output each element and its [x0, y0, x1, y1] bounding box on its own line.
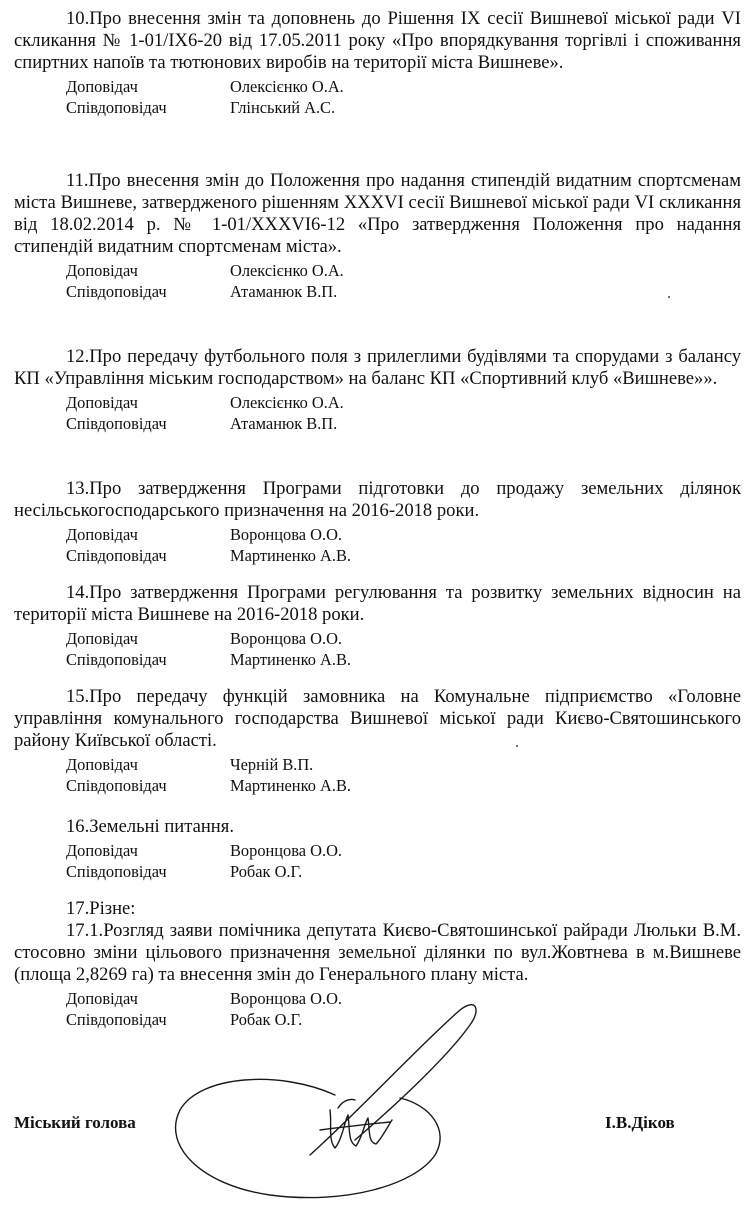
agenda-item-text: 14.Про затвердження Програми регулювання та розвитку земельних відносин на території міста Вишневе на 2016-2018 роки.	[14, 582, 741, 625]
agenda-item-roles	[14, 524, 741, 566]
agenda-item-16	[14, 816, 741, 882]
cospeaker-row	[14, 861, 741, 882]
cospeaker-label: Співдоповідач	[66, 1010, 167, 1029]
speaker-name: Олексієнко О.А.	[230, 261, 344, 280]
cospeaker-row	[14, 97, 741, 118]
agenda-item-roles	[14, 840, 741, 882]
speaker-name: Воронцова О.О.	[230, 525, 343, 544]
speaker-label: Доповідач	[66, 841, 138, 860]
agenda-item-12	[14, 346, 741, 434]
agenda-item-10	[14, 8, 741, 118]
speaker-row	[14, 260, 741, 281]
speaker-name: Воронцова О.О.	[230, 841, 343, 860]
cospeaker-row	[14, 413, 741, 434]
agenda-item-13	[14, 478, 741, 566]
cospeaker-row	[14, 649, 741, 670]
agenda-item-text: 15.Про передачу функцій замовника на Комунальне підприємство «Головне управління комунального господарства Вишневої міської ради Києво-Святошинського району Київської області.	[14, 686, 741, 751]
speaker-label: Доповідач	[66, 261, 138, 280]
agenda-item-15	[14, 686, 741, 796]
cospeaker-name: Робак О.Г.	[230, 1010, 303, 1029]
speaker-label: Доповідач	[66, 393, 138, 412]
speaker-label: Доповідач	[66, 989, 138, 1008]
agenda-item-text: 17.Різне:	[66, 898, 136, 919]
cospeaker-label: Співдоповідач	[66, 98, 167, 117]
speaker-name: Воронцова О.О.	[230, 989, 343, 1008]
speaker-name: Воронцова О.О.	[230, 629, 343, 648]
cospeaker-label: Співдоповідач	[66, 862, 167, 881]
speaker-row	[14, 524, 741, 545]
speaker-row	[14, 628, 741, 649]
cospeaker-name: Атаманюк В.П.	[230, 414, 338, 433]
handwritten-signature	[160, 990, 520, 1215]
speaker-label: Доповідач	[66, 525, 138, 544]
agenda-item-text: 10.Про внесення змін та доповнень до Рішення IX сесії Вишневої міської ради VI скликання № 1-01/IX6-20 від 17.05.2011 року «Про впорядкування торгівлі і споживання спиртних напоїв та тютюнових виробів на території міста Вишневе».	[14, 8, 741, 73]
speaker-row	[14, 754, 741, 775]
cospeaker-name: Мартиненко А.В.	[230, 776, 351, 795]
agenda-item-roles	[14, 260, 741, 302]
speaker-label: Доповідач	[66, 629, 138, 648]
agenda-item-text: 16.Земельні питання.	[66, 816, 234, 837]
speaker-name: Олексієнко О.А.	[230, 393, 344, 412]
agenda-subitem-text: 17.1.Розгляд заяви помічника депутата Києво-Святошинської райради Люльки В.М. стосовно зміни цільового призначення земельної ділянки по вул.Жовтнева в м.Вишневе (площа 2,8269 га) та внесення змін до Генерального плану міста.	[14, 920, 741, 985]
speaker-label: Доповідач	[66, 755, 138, 774]
scan-speck	[516, 745, 518, 747]
cospeaker-name: Мартиненко А.В.	[230, 650, 351, 669]
agenda-item-roles	[14, 628, 741, 670]
agenda-item-14	[14, 582, 741, 670]
agenda-item-11	[14, 170, 741, 302]
cospeaker-name: Робак О.Г.	[230, 862, 303, 881]
cospeaker-row	[14, 545, 741, 566]
mayor-title: Міський голова	[14, 1113, 136, 1132]
cospeaker-label: Співдоповідач	[66, 282, 167, 301]
speaker-row	[14, 392, 741, 413]
agenda-item-text: 12.Про передачу футбольного поля з прилеглими будівлями та спорудами з балансу КП «Управління міським господарством» на баланс КП «Спортивний клуб «Вишневе»».	[14, 346, 741, 389]
cospeaker-label: Співдоповідач	[66, 546, 167, 565]
speaker-name: Черній В.П.	[230, 755, 314, 774]
agenda-item-roles	[14, 392, 741, 434]
speaker-label: Доповідач	[66, 77, 138, 96]
cospeaker-label: Співдоповідач	[66, 650, 167, 669]
agenda-item-roles	[14, 754, 741, 796]
cospeaker-name: Мартиненко А.В.	[230, 546, 351, 565]
cospeaker-label: Співдоповідач	[66, 414, 167, 433]
speaker-name: Олексієнко О.А.	[230, 77, 344, 96]
cospeaker-name: Глінський А.С.	[230, 98, 336, 117]
cospeaker-row	[14, 281, 741, 302]
agenda-item-text: 13.Про затвердження Програми підготовки до продажу земельних ділянок несільськогосподарського призначення на 2016-2018 роки.	[14, 478, 741, 521]
speaker-row	[14, 840, 741, 861]
mayor-name: І.В.Діков	[605, 1113, 675, 1132]
speaker-row	[14, 76, 741, 97]
cospeaker-name: Атаманюк В.П.	[230, 282, 338, 301]
cospeaker-row	[14, 775, 741, 796]
cospeaker-label: Співдоповідач	[66, 776, 167, 795]
agenda-item-text: 11.Про внесення змін до Положення про надання стипендій видатним спортсменам міста Вишневе, затвердженого рішенням XXXVI сесії Вишневої міської ради VI скликання від 18.02.2014 р. № 1-01/XXXVI6-12 «Про затвердження Положення про надання стипендій видатним спортсменам міста».	[14, 170, 741, 257]
agenda-item-roles	[14, 76, 741, 118]
scan-speck	[668, 296, 670, 298]
